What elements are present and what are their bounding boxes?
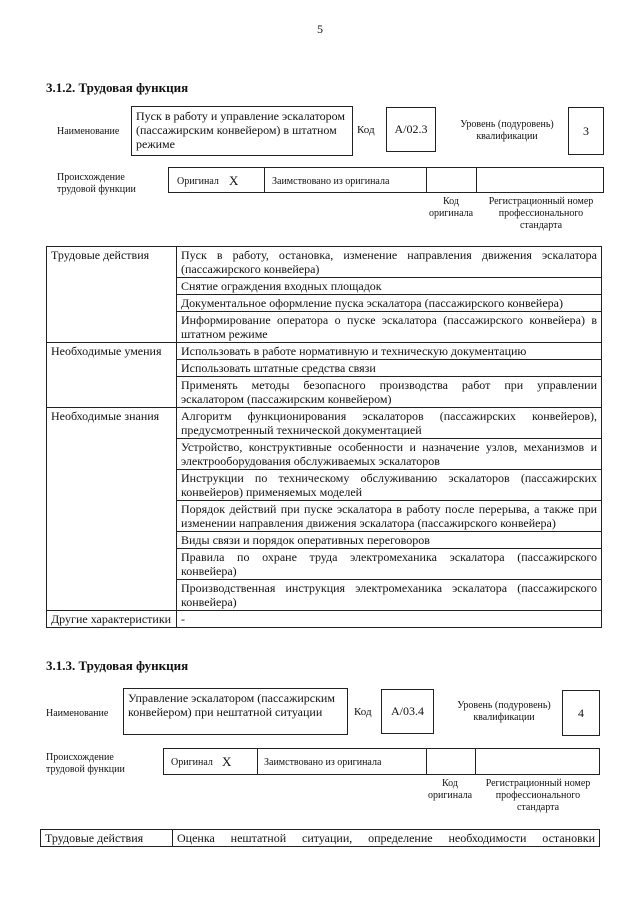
function-code-box: А/02.3 (386, 107, 436, 152)
qualification-level-box: 3 (568, 107, 604, 155)
action-item: Снятие ограждения входных площадок (177, 278, 602, 295)
action-item: Информирование оператора о пуске эскалатора (пассажирского конвейера) в штатном режиме (177, 312, 602, 343)
original-label: Оригинал (171, 757, 213, 768)
reg-number-caption: Регистрационный номер профессионального стандарта (488, 196, 594, 231)
action-item: Пуск в работу, остановка, изменение направления движения эскалатора (пассажирского конвейера) (177, 247, 602, 278)
labor-function-table (46, 246, 602, 628)
knowledge-item: Порядок действий при пуске эскалатора в работу после перерыва, а также при изменении направления движения эскалатора (пассажирского конвейера) (177, 501, 602, 532)
other-header: Другие характеристики (47, 611, 177, 628)
skill-item: Использовать штатные средства связи (177, 360, 602, 377)
other-value: - (177, 611, 602, 628)
knowledge-item: Виды связи и порядок оперативных переговоров (177, 532, 602, 549)
function-code-box: А/03.4 (381, 689, 434, 734)
actions-header: Трудовые действия (47, 247, 177, 343)
qualification-level-label: Уровень (подуровень) квалификации (460, 119, 554, 142)
section-heading: 3.1.2. Трудовая функция (46, 80, 189, 95)
original-code-caption: Код оригинала (428, 196, 474, 219)
action-item: Оценка нештатной ситуации, определение необходимости остановки (173, 830, 600, 847)
code-label: Код (357, 124, 375, 136)
knowledge-item: Правила по охране труда электромеханика эскалатора (пассажирского конвейера) (177, 549, 602, 580)
knowledge-header: Необходимые знания (47, 408, 177, 611)
origin-row (168, 167, 604, 193)
function-name-box: Управление эскалатором (пассажирским конвейером) при нештатной ситуации (123, 688, 348, 735)
knowledge-item: Инструкции по техническому обслуживанию эскалаторов (пассажирских конвейеров) применяемых моделей (177, 470, 602, 501)
function-name-box: Пуск в работу и управление эскалатором (пассажирским конвейером) в штатном режиме (131, 106, 353, 156)
skill-item: Применять методы безопасного производства работ при управлении эскалатором (пассажирским конвейером) (177, 377, 602, 408)
skill-item: Использовать в работе нормативную и техническую документацию (177, 343, 602, 360)
qualification-level-label: Уровень (подуровень) квалификации (457, 700, 551, 723)
origin-label: Происхождение трудовой функции (46, 752, 125, 775)
actions-header: Трудовые действия (41, 830, 173, 847)
skills-header: Необходимые умения (47, 343, 177, 408)
action-item: Документальное оформление пуска эскалатора (пассажирского конвейера) (177, 295, 602, 312)
labor-function-table (40, 829, 600, 847)
section-heading: 3.1.3. Трудовая функция (46, 658, 189, 673)
borrowed-label: Заимствовано из оригинала (264, 757, 382, 768)
page-number: 5 (317, 22, 323, 36)
name-label: Наименование (46, 708, 109, 719)
knowledge-item: Алгоритм функционирования эскалаторов (пассажирских конвейеров), предусмотренный технической документацией (177, 408, 602, 439)
knowledge-item: Устройство, конструктивные особенности и назначение узлов, механизмов и электрооборудования обслуживаемых эскалаторов (177, 439, 602, 470)
knowledge-item: Производственная инструкция электромеханика эскалатора (пассажирского конвейера) (177, 580, 602, 611)
origin-label: Происхождение трудовой функции (57, 172, 136, 195)
original-checkmark: X (222, 754, 232, 769)
borrowed-label: Заимствовано из оригинала (272, 176, 390, 187)
reg-number-caption: Регистрационный номер профессионального стандарта (485, 778, 591, 813)
code-label: Код (354, 706, 372, 718)
name-label: Наименование (57, 126, 120, 137)
qualification-level-box: 4 (562, 690, 600, 736)
origin-row (163, 748, 600, 775)
original-label: Оригинал (177, 176, 219, 187)
original-checkmark: X (229, 173, 239, 188)
original-code-caption: Код оригинала (427, 778, 473, 801)
